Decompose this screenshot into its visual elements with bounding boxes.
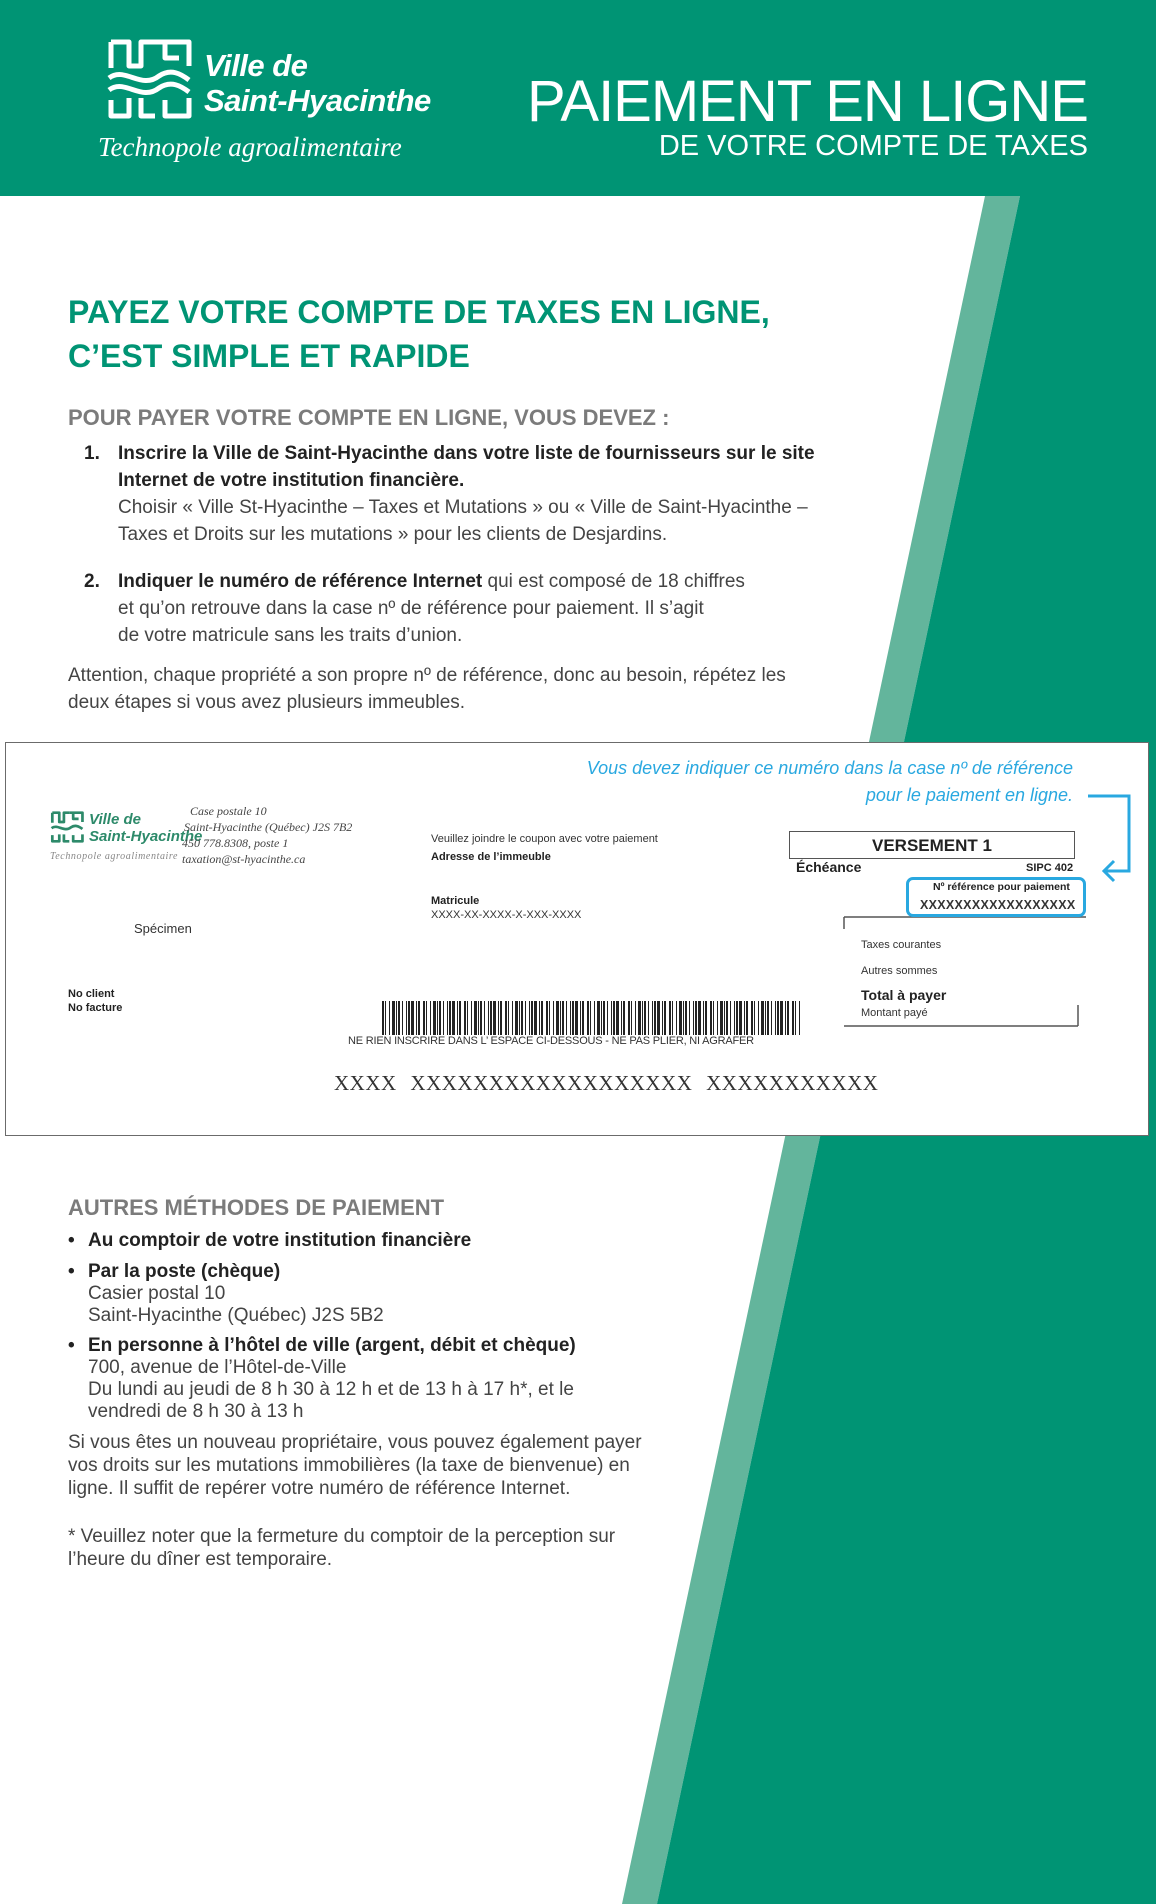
method-mail-title: Par la poste (chèque) bbox=[88, 1261, 281, 1282]
step-1-instruction: Inscrire la Ville de Saint-Hyacinthe dans votre liste de fournisseurs sur le site Internet de votre institution financière. bbox=[118, 443, 815, 491]
step-2-detail-line2: et qu’on retrouve dans la case nº de référence pour paiement. Il s’agit bbox=[118, 598, 704, 619]
barcode-bar bbox=[724, 1001, 725, 1035]
barcode-bar bbox=[621, 1001, 622, 1035]
barcode-bar bbox=[411, 1001, 414, 1035]
barcode-bar bbox=[664, 1001, 666, 1035]
requirements-heading: POUR PAYER VOTRE COMPTE EN LIGNE, VOUS DEVEZ : bbox=[68, 405, 670, 430]
ville-de-saint-hyacinthe-logo-icon bbox=[105, 38, 193, 120]
barcode-bar bbox=[484, 1001, 485, 1035]
step-2-detail-line1: qui est composé de 18 chiffres bbox=[482, 571, 745, 592]
barcode-bar bbox=[601, 1001, 602, 1035]
bill-note-line1: Vous devez indiquer ce numéro dans la case nº de référence bbox=[586, 758, 1073, 778]
specimen-label: Spécimen bbox=[134, 921, 192, 936]
barcode-bar bbox=[785, 1001, 786, 1035]
bullet: • bbox=[68, 1230, 75, 1251]
matricule-label: Matricule bbox=[431, 895, 480, 907]
logo-line2: Saint-Hyacinthe bbox=[204, 83, 431, 118]
barcode-bar bbox=[638, 1001, 641, 1035]
barcode-bar bbox=[730, 1001, 731, 1035]
barcode-bar bbox=[474, 1001, 477, 1035]
main-title-line1: PAYEZ VOTRE COMPTE DE TAXES EN LIGNE, bbox=[68, 294, 770, 330]
barcode-bar bbox=[512, 1001, 513, 1035]
barcode-bar bbox=[775, 1001, 776, 1035]
bill-logo-line2: Saint-Hyacinthe bbox=[89, 828, 203, 845]
barcode-bar bbox=[754, 1001, 755, 1035]
total-to-pay-label: Total à payer bbox=[861, 987, 947, 1003]
amount-paid-label: Montant payé bbox=[861, 1007, 928, 1019]
barcode-bar bbox=[515, 1001, 518, 1035]
address-line1: Case postale 10 bbox=[190, 804, 267, 818]
barcode-bar bbox=[582, 1001, 584, 1035]
method-in-person-line1: 700, avenue de l’Hôtel-de-Ville bbox=[88, 1357, 347, 1378]
barcode-bar bbox=[689, 1001, 690, 1035]
footnote: * Veuillez noter que la fermeture du comptoir de la perception sur l’heure du dîner est temporaire. bbox=[68, 1526, 616, 1570]
barcode-bar bbox=[452, 1001, 455, 1035]
barcode-bar bbox=[613, 1001, 615, 1035]
barcode-bar bbox=[710, 1001, 712, 1035]
barcode-bar bbox=[459, 1001, 461, 1035]
versement-box: VERSEMENT 1 bbox=[789, 831, 1075, 859]
barcode-bar bbox=[703, 1001, 704, 1035]
barcode-bar bbox=[398, 1001, 400, 1035]
barcode-bar bbox=[570, 1001, 571, 1035]
barcode-bar bbox=[416, 1001, 417, 1035]
bill-city-address bbox=[182, 803, 352, 867]
barcode-bar bbox=[508, 1001, 509, 1035]
barcode-bar bbox=[631, 1001, 632, 1035]
barcode-bar bbox=[541, 1001, 543, 1035]
method-mail-line2: Saint-Hyacinthe (Québec) J2S 5B2 bbox=[88, 1305, 384, 1326]
barcode-bar bbox=[695, 1001, 697, 1035]
barcode-bar bbox=[480, 1001, 482, 1035]
bill-logo-line1: Ville de bbox=[89, 811, 141, 828]
barcode-bar bbox=[443, 1001, 444, 1035]
page-subtitle: DE VOTRE COMPTE DE TAXES bbox=[658, 130, 1088, 162]
barcode-bar bbox=[519, 1001, 520, 1035]
barcode-bar bbox=[447, 1001, 448, 1035]
step-2-detail-line3: de votre matricule sans les traits d’union. bbox=[118, 625, 463, 646]
barcode-bar bbox=[792, 1001, 794, 1035]
barcode-bar bbox=[402, 1001, 403, 1035]
barcode-bar bbox=[500, 1001, 502, 1035]
barcode-bar bbox=[531, 1001, 533, 1035]
method-counter-title: Au comptoir de votre institution financière bbox=[88, 1230, 472, 1251]
barcode-bar bbox=[439, 1001, 441, 1035]
bullet: • bbox=[68, 1335, 75, 1356]
barcode-bar bbox=[751, 1001, 753, 1035]
method-in-person-line2: Du lundi au jeudi de 8 h 30 à 12 h et de 13 h à 17 h*, et le bbox=[88, 1379, 574, 1400]
barcode-bar bbox=[490, 1001, 492, 1035]
address-line4: taxation@st-hyacinthe.ca bbox=[182, 852, 306, 866]
barcode-bar bbox=[672, 1001, 673, 1035]
coupon-instruction: Veuillez joindre le coupon avec votre paiement bbox=[431, 833, 658, 845]
barcode-bar bbox=[505, 1001, 507, 1035]
barcode-bar bbox=[566, 1001, 567, 1035]
barcode-bar bbox=[683, 1001, 684, 1035]
other-sums-label: Autres sommes bbox=[861, 965, 938, 977]
barcode-bar bbox=[562, 1001, 564, 1035]
barcode-bar bbox=[657, 1001, 660, 1035]
barcode-bar bbox=[761, 1001, 764, 1035]
barcode-bar bbox=[471, 1001, 472, 1035]
barcode-bar bbox=[765, 1001, 766, 1035]
logo-tagline: Technopole agroalimentaire bbox=[98, 132, 402, 162]
step-1-number: 1. bbox=[84, 443, 100, 464]
method-mail bbox=[68, 1261, 668, 1327]
barcode-bar bbox=[744, 1001, 745, 1035]
barcode-bar bbox=[713, 1001, 714, 1035]
barcode-bar bbox=[529, 1001, 530, 1035]
client-invoice-labels bbox=[68, 987, 122, 1015]
reference-number-value: XXXXXXXXXXXXXXXXXX bbox=[920, 898, 1076, 912]
bill-instruction-note bbox=[587, 755, 1073, 809]
method-mail-line1: Casier postal 10 bbox=[88, 1283, 226, 1304]
barcode-bar bbox=[669, 1001, 671, 1035]
logo-line1: Ville de bbox=[204, 48, 308, 83]
other-methods-heading: AUTRES MÉTHODES DE PAIEMENT bbox=[68, 1195, 445, 1220]
barcode-bar bbox=[449, 1001, 451, 1035]
barcode-bar bbox=[676, 1001, 677, 1035]
barcode-bar bbox=[408, 1001, 410, 1035]
barcode-bar bbox=[635, 1001, 636, 1035]
barcode-bar bbox=[685, 1001, 687, 1035]
barcode-bar bbox=[426, 1001, 427, 1035]
barcode-bar bbox=[546, 1001, 548, 1035]
barcode-bar bbox=[382, 1001, 384, 1035]
barcode-bar bbox=[693, 1001, 694, 1035]
barcode-bar bbox=[746, 1001, 748, 1035]
no-write-notice: NE RIEN INSCRIRE DANS L’ ESPACE CI-DESSOUS - NE PAS PLIER, NI AGRAFER bbox=[348, 1035, 754, 1047]
barcode-bar bbox=[575, 1001, 578, 1035]
method-in-person-title: En personne à l’hôtel de ville (argent, débit et chèque) bbox=[88, 1335, 576, 1356]
barcode-bar bbox=[795, 1001, 796, 1035]
barcode-bar bbox=[467, 1001, 468, 1035]
barcode-bar bbox=[654, 1001, 656, 1035]
barcode-bar bbox=[385, 1001, 386, 1035]
method-in-person-line3: vendredi de 8 h 30 à 13 h bbox=[88, 1401, 304, 1422]
main-title bbox=[68, 290, 828, 378]
barcode-bar bbox=[777, 1001, 779, 1035]
barcode-bar bbox=[679, 1001, 682, 1035]
barcode-bar bbox=[652, 1001, 653, 1035]
barcode-bar bbox=[597, 1001, 600, 1035]
barcode-bar bbox=[698, 1001, 701, 1035]
barcode-bar bbox=[616, 1001, 619, 1035]
barcode-bar bbox=[587, 1001, 589, 1035]
taxes-current-label: Taxes courantes bbox=[861, 939, 942, 951]
barcode-bar bbox=[736, 1001, 738, 1035]
barcode-bar bbox=[560, 1001, 561, 1035]
attention-note: Attention, chaque propriété a son propre nº de référence, donc au besoin, répétez les deux étapes si vous avez plusieurs immeubles. bbox=[68, 665, 786, 713]
barcode-bar bbox=[392, 1001, 395, 1035]
barcode-bar bbox=[648, 1001, 649, 1035]
barcode-bar bbox=[603, 1001, 605, 1035]
step-2-number: 2. bbox=[84, 571, 100, 592]
page-title: PAIEMENT EN LIGNE bbox=[527, 69, 1088, 134]
barcode-bar bbox=[767, 1001, 769, 1035]
barcode-bar bbox=[430, 1001, 431, 1035]
echeance-label: Échéance bbox=[796, 859, 862, 875]
barcode-bar bbox=[594, 1001, 595, 1035]
barcode-bar bbox=[539, 1001, 540, 1035]
barcode-bar bbox=[717, 1001, 718, 1035]
bill-logo-icon bbox=[50, 809, 84, 845]
step-1 bbox=[84, 440, 844, 548]
barcode-bar bbox=[611, 1001, 612, 1035]
barcode-bar bbox=[478, 1001, 479, 1035]
barcode-bar bbox=[572, 1001, 574, 1035]
new-owner-note: Si vous êtes un nouveau propriétaire, vous pouvez également payer vos droits sur les mutations immobilières (la taxe de bienvenue) en ligne. Il suffit de repérer votre numéro de référence Internet. bbox=[68, 1432, 642, 1499]
sipc-code: SIPC 402 bbox=[1026, 862, 1074, 874]
barcode-bar bbox=[758, 1001, 759, 1035]
barcode-bar bbox=[580, 1001, 581, 1035]
barcode-bar bbox=[396, 1001, 397, 1035]
barcode-bar bbox=[406, 1001, 407, 1035]
main-title-line2: C’EST SIMPLE ET RAPIDE bbox=[68, 338, 470, 374]
barcode-bar bbox=[780, 1001, 783, 1035]
barcode-bar bbox=[628, 1001, 630, 1035]
bill-note-line2: pour le paiement en ligne. bbox=[865, 785, 1073, 805]
method-in-person bbox=[68, 1335, 668, 1423]
step-2 bbox=[84, 568, 844, 649]
barcode bbox=[382, 1001, 802, 1035]
bill-logo-tagline: Technopole agroalimentaire bbox=[50, 851, 179, 862]
barcode-bar bbox=[771, 1001, 772, 1035]
barcode-bar bbox=[549, 1001, 550, 1035]
client-number-label: No client bbox=[68, 988, 115, 1000]
barcode-bar bbox=[525, 1001, 526, 1035]
barcode-bar bbox=[457, 1001, 458, 1035]
barcode-bar bbox=[739, 1001, 742, 1035]
barcode-bar bbox=[556, 1001, 559, 1035]
barcode-bar bbox=[423, 1001, 425, 1035]
barcode-bar bbox=[488, 1001, 489, 1035]
barcode-bar bbox=[553, 1001, 554, 1035]
address-line3: 450 778.8308, poste 1 bbox=[182, 836, 289, 850]
barcode-bar bbox=[389, 1001, 390, 1035]
barcode-bar bbox=[662, 1001, 663, 1035]
address-line2: Saint-Hyacinthe (Québec) J2S 7B2 bbox=[184, 820, 353, 834]
barcode-bar bbox=[705, 1001, 707, 1035]
bullet: • bbox=[68, 1261, 75, 1282]
barcode-bar bbox=[642, 1001, 643, 1035]
barcode-bar bbox=[726, 1001, 728, 1035]
reference-number-label: Nº référence pour paiement bbox=[933, 881, 1070, 893]
barcode-bar bbox=[734, 1001, 735, 1035]
logo-name bbox=[204, 48, 431, 118]
barcode-bar bbox=[418, 1001, 420, 1035]
property-address-label: Adresse de l’immeuble bbox=[431, 851, 551, 863]
tax-bill-sample bbox=[5, 742, 1149, 1136]
barcode-bar bbox=[498, 1001, 499, 1035]
step-1-detail: Choisir « Ville St-Hyacinthe – Taxes et Mutations » ou « Ville de Saint-Hyacinthe – Taxes et Droits sur les mutations » pour les clients de Desjardins. bbox=[118, 497, 808, 545]
barcode-bar bbox=[464, 1001, 466, 1035]
barcode-bar bbox=[433, 1001, 436, 1035]
barcode-bar bbox=[534, 1001, 537, 1035]
matricule-value: XXXX-XX-XXXX-X-XXX-XXXX bbox=[431, 909, 582, 921]
bottom-reference-line: XXXX XXXXXXXXXXXXXXXXXX XXXXXXXXXXX bbox=[334, 1071, 879, 1095]
barcode-bar bbox=[493, 1001, 496, 1035]
barcode-bar bbox=[623, 1001, 625, 1035]
barcode-bar bbox=[590, 1001, 591, 1035]
step-2-instruction: Indiquer le numéro de référence Internet bbox=[118, 571, 483, 592]
barcode-bar bbox=[720, 1001, 723, 1035]
invoice-number-label: No facture bbox=[68, 1002, 123, 1014]
barcode-bar bbox=[607, 1001, 608, 1035]
barcode-bar bbox=[799, 1001, 800, 1035]
barcode-bar bbox=[787, 1001, 789, 1035]
barcode-bar bbox=[521, 1001, 523, 1035]
method-counter bbox=[68, 1230, 668, 1252]
barcode-bar bbox=[437, 1001, 438, 1035]
barcode-bar bbox=[644, 1001, 646, 1035]
